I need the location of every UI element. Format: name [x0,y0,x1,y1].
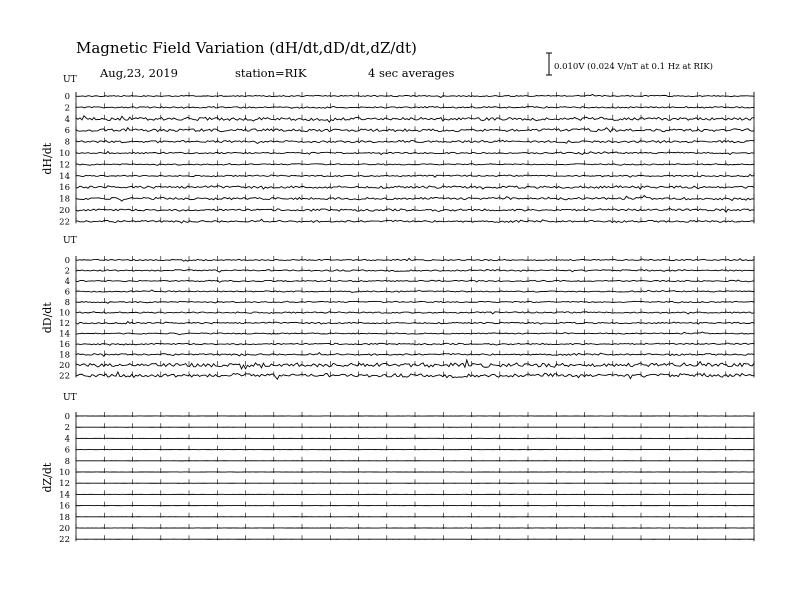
hour-label: 8 [64,137,70,148]
hour-label: 18 [59,512,70,523]
hour-label: 6 [64,126,70,137]
scale-bar [546,53,552,75]
hour-label: 20 [59,524,70,534]
hour-label: 10 [59,149,70,159]
hour-label: 4 [64,434,70,445]
hour-label: 4 [64,114,70,125]
hour-ticks [76,138,754,143]
hour-label: 8 [64,456,70,467]
hour-label: 10 [59,308,70,319]
hour-label: 2 [64,423,70,434]
hour-label: 20 [59,361,70,371]
hour-label: 22 [59,371,70,382]
hour-label: 20 [59,206,70,216]
hour-label: 18 [59,350,70,361]
hour-label: 0 [64,256,70,266]
hour-label: 12 [59,479,70,490]
panel-ylabel: dH/dt [41,142,54,175]
hour-ticks [76,256,754,261]
station-label: station=RIK [235,66,307,80]
ut-label: UT [63,75,77,85]
hour-ticks [76,267,754,272]
hour-label: 14 [59,329,70,340]
panel-ylabel: dZ/dt [41,462,54,493]
hour-label: 0 [64,92,70,102]
hour-label: 8 [64,298,70,308]
panel-dD-dt [41,236,754,382]
panel-dZ-dt [41,393,754,545]
hour-label: 6 [64,445,70,456]
hour-label: 2 [64,103,70,114]
hour-label: 22 [59,535,70,546]
hour-label: 16 [59,340,70,350]
hour-label: 12 [59,160,70,171]
scale-label: 0.010V (0.024 V/nT at 0.1 Hz at RIK) [554,62,713,72]
chart-title: Magnetic Field Variation (dH/dt,dD/dt,dZ/dt) [76,39,417,57]
hour-label: 14 [59,171,70,182]
hour-label: 10 [59,468,70,478]
averaging-label: 4 sec averages [368,66,455,80]
hour-label: 14 [59,490,70,501]
hour-label: 12 [59,319,70,329]
hour-label: 4 [64,277,70,287]
hour-label: 22 [59,217,70,228]
hour-label: 0 [64,412,70,422]
panel-ylabel: dD/dt [41,302,54,334]
hour-label: 6 [64,287,70,298]
hour-label: 18 [59,194,70,205]
hour-label: 16 [59,183,70,194]
date-label: Aug,23, 2019 [100,66,178,80]
ut-label: UT [63,393,77,403]
panel-dH-dt [41,75,754,227]
hour-label: 16 [59,501,70,512]
ut-label: UT [63,236,77,246]
hour-label: 2 [64,266,70,277]
